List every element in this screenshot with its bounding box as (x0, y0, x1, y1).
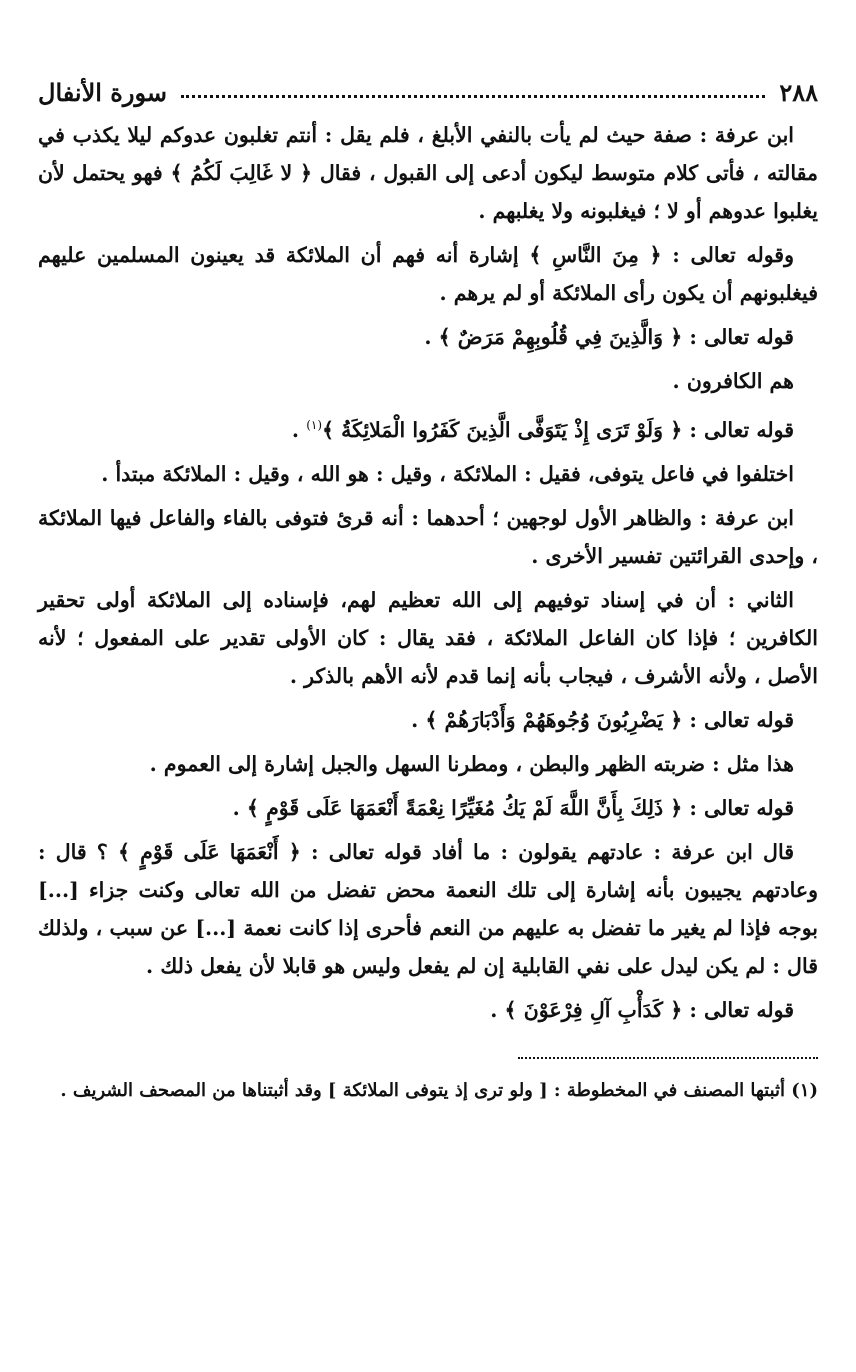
footnote: (١) أثبتها المصنف في المخطوطة : [ ولو ترى إذ يتوفى الملائكة ] وقد أثبتناها من المصحف الشريف . (60, 1079, 818, 1101)
footnote-reference: (١) (306, 418, 323, 432)
paragraph: ابن عرفة : صفة حيث لم يأت بالنفي الأبلغ ، فلم يقل : أنتم تغلبون عدوكم ليلا يكذب في مقالته ، فأتى كلام متوسط ليكون أدعى إلى القبول ، فقال ﴿ لا غَالِبَ لَكُمُ ﴾ فهو يحتمل لأن يغلبوا عدوهم أو لا ؛ فيغلبونه ولا يغلبهم . (38, 123, 818, 223)
paragraph: ابن عرفة : والظاهر الأول لوجهين ؛ أحدهما : أنه قرئ فتوفى بالفاء والفاعل فيها الملائكة ، وإحدى القرائتين تفسير الأخرى . (38, 505, 818, 568)
paragraph: وقوله تعالى : ﴿ مِنَ النَّاسِ ﴾ إشارة أنه فهم أن الملائكة قد يعينون المسلمين عليهم فيغلبونهم أن يكون رأى الملائكة أو لم يرهم . (38, 243, 818, 305)
paragraph: قوله تعالى : ﴿ يَضْرِبُونَ وُجُوهَهُمْ وَأَدْبَارَهُمْ ﴾ . (411, 707, 794, 732)
paragraph: قال ابن عرفة : عادتهم يقولون : ما أفاد قوله تعالى : ﴿ أَنْعَمَهَا عَلَى قَوْمٍ ﴾ ؟ قال : وعادتهم يجيبون بأنه إشارة إلى تلك النعمة محض تفضل من الله تعالى وكنت جزاء [...] بوجه فإذا لم يغير ما تفضل به عليهم من النعم فأحرى إذا كانت نعمة [...] عن سبب ، ولذلك قال : لم يكن ليدل على نفي القابلية إن لم يفعل وليس هو قابلا لأن يفعل ذلك . (38, 839, 818, 978)
paragraph: اختلفوا في فاعل يتوفى، فقيل : الملائكة ، وقيل : هو الله ، وقيل : الملائكة مبتدأ . (101, 461, 794, 486)
paragraph: هذا مثل : ضربته الظهر والبطن ، ومطرنا السهل والجبل إشارة إلى العموم . (149, 751, 794, 776)
paragraph: قوله تعالى : ﴿ ذَلِكَ بِأَنَّ اللَّهَ لَمْ يَكُ مُغَيِّرًا نِعْمَةً أَنْعَمَهَا عَلَى قَوْمٍ ﴾ . (232, 795, 794, 820)
page-body (38, 116, 818, 1029)
paragraph: الثاني : أن في إسناد توفيهم إلى الله تعظيم لهم، فإسناده إلى الملائكة أولى تحقير الكافرين ؛ فإذا كان الفاعل الملائكة ، فقد يقال : كان الأولى تقدير على المفعول ؛ لأنه الأصل ، ولأنه الأشرف ، فيجاب بأنه إنما قدم لأنه الأهم بالذكر . (38, 587, 818, 688)
footnote-divider (518, 1057, 818, 1059)
paragraph-with-footnote: قوله تعالى : ﴿ وَلَوْ تَرَى إِذْ يَتَوَفَّى الَّذِينَ كَفَرُوا الْمَلائِكَةُ ﴾$^{(١)}$ . (291, 417, 794, 442)
header-dotted-rule (181, 95, 765, 98)
verse-text: قوله تعالى : ﴿ وَلَوْ تَرَى إِذْ يَتَوَفَّى الَّذِينَ كَفَرُوا الْمَلائِكَةُ ﴾ (322, 417, 794, 442)
page-header (38, 72, 818, 112)
surah-title: سورة الأنفال (38, 77, 167, 107)
paragraph: هم الكافرون . (672, 369, 794, 393)
paragraph: قوله تعالى : ﴿ كَدَأْبِ آلِ فِرْعَوْنَ ﴾ . (490, 997, 794, 1022)
page-number: ٢٨٨ (779, 77, 818, 107)
paragraph: قوله تعالى : ﴿ وَالَّذِينَ فِي قُلُوبِهِمْ مَرَضٌ ﴾ . (424, 325, 794, 349)
